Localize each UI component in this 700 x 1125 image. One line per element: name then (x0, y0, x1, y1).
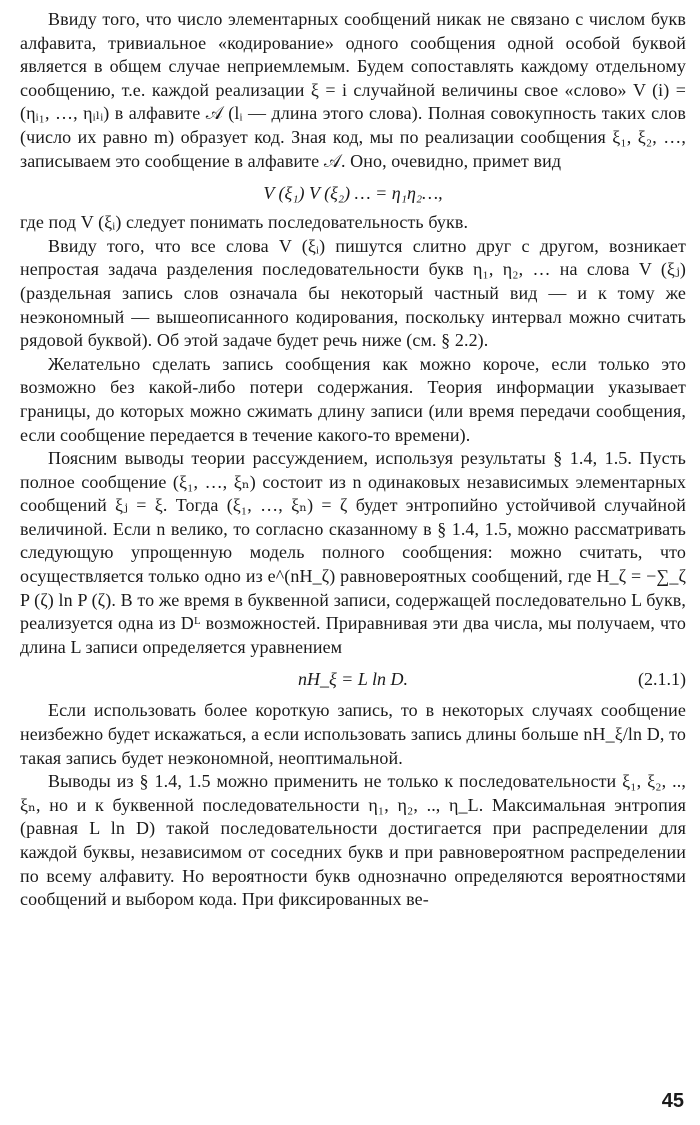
formula-2: nH_ξ = L ln D. (297, 669, 409, 690)
paragraph-3: Ввиду того, что все слова V (ξᵢ) пишутся слитно друг с другом, возникает непростая задача разделения последовательности букв η₁, η₂, … на слова V (ξⱼ) (раздельная запись слов означала бы некоторый частный вид — и к тому же неэкономный — вышеописанного кодирования, поскольку интервал можно считать рядовой буквой). Об этой задаче будет речь ниже (см. § 2.2). (20, 235, 686, 351)
equation-number: (2.1.1) (638, 669, 686, 690)
paragraph-5: Поясним выводы теории рассуждением, используя результаты § 1.4, 1.5. Пусть полное сообщение (ξ₁, …, ξₙ) состоит из n одинаковых независимых элементарных сообщений ξⱼ = ξ. Тогда (ξ₁, …, ξₙ) = ζ будет энтропийно устойчивой случайной величиной. Если n велико, то согласно сказанному в § 1.4, 1.5, можно рассматривать следующую упрощенную модель полного сообщения: можно считать, что осуществляется только одно из e^(nH_ζ) равновероятных сообщений, где H_ζ = −∑_ζ P (ζ) ln P (ζ). В то же время в буквенной записи, содержащей последовательно L букв, реализуется одна из Dᴸ возможностей. Приравнивая эти два числа, мы получаем, что длина L записи определяется уравнением (20, 448, 686, 657)
paragraph-1: Ввиду того, что число элементарных сообщений никак не связано с числом букв алфавита, тривиальное «кодирование» одного сообщения одной особой буквой является в общем случае неприемлемым. Будем сопоставлять каждому отдельному сообщению, т.е. каждой реализации ξ = i случайной величины свое «слово» V (i) = (ηᵢ₁, …, ηᵢₗᵢ) в алфавите 𝒜 (lᵢ — длина этого слова). Полная совокупность таких слов (число их равно m) образует код. Зная код, мы по реализации сообщения ξ₁, ξ₂, …, записываем это сообщение в алфавите 𝒜. Оно, очевидно, примет вид (20, 9, 686, 171)
formula-2-row (20, 667, 686, 691)
formula-1: V (ξ₁) V (ξ₂) … = η₁η₂…, (263, 183, 443, 204)
paragraph-2: где под V (ξᵢ) следует понимать последовательность букв. (20, 212, 469, 233)
paragraph-7: Выводы из § 1.4, 1.5 можно применить не только к последовательности ξ₁, ξ₂, .., ξₙ, но и к буквенной последовательности η₁, η₂, .., η_L. Максимальная энтропия (равная L ln D) такой последовательности достигается при распределении для каждой буквы, независимом от соседних букв и при равновероятном распределении по всему алфавиту. Но вероятности букв однозначно определяются вероятностями сообщений и выбором кода. При фиксированных ве- (20, 771, 686, 910)
paragraph-6: Если использовать более короткую запись, то в некоторых случаях сообщение неизбежно будет искажаться, а если использовать запись длины больше nH_ξ/ln D, то такая запись будет неэкономной, неоптимальной. (20, 700, 686, 768)
text-column (20, 8, 686, 912)
page-number: 45 (661, 1090, 684, 1112)
paragraph-4: Желательно сделать запись сообщения как можно короче, если только это возможно без какой-либо потери содержания. Теория информации указывает границы, до которых можно сжимать длину записи (или время передачи сообщения, если сообщение передается в течение какого-то времени). (20, 353, 686, 445)
